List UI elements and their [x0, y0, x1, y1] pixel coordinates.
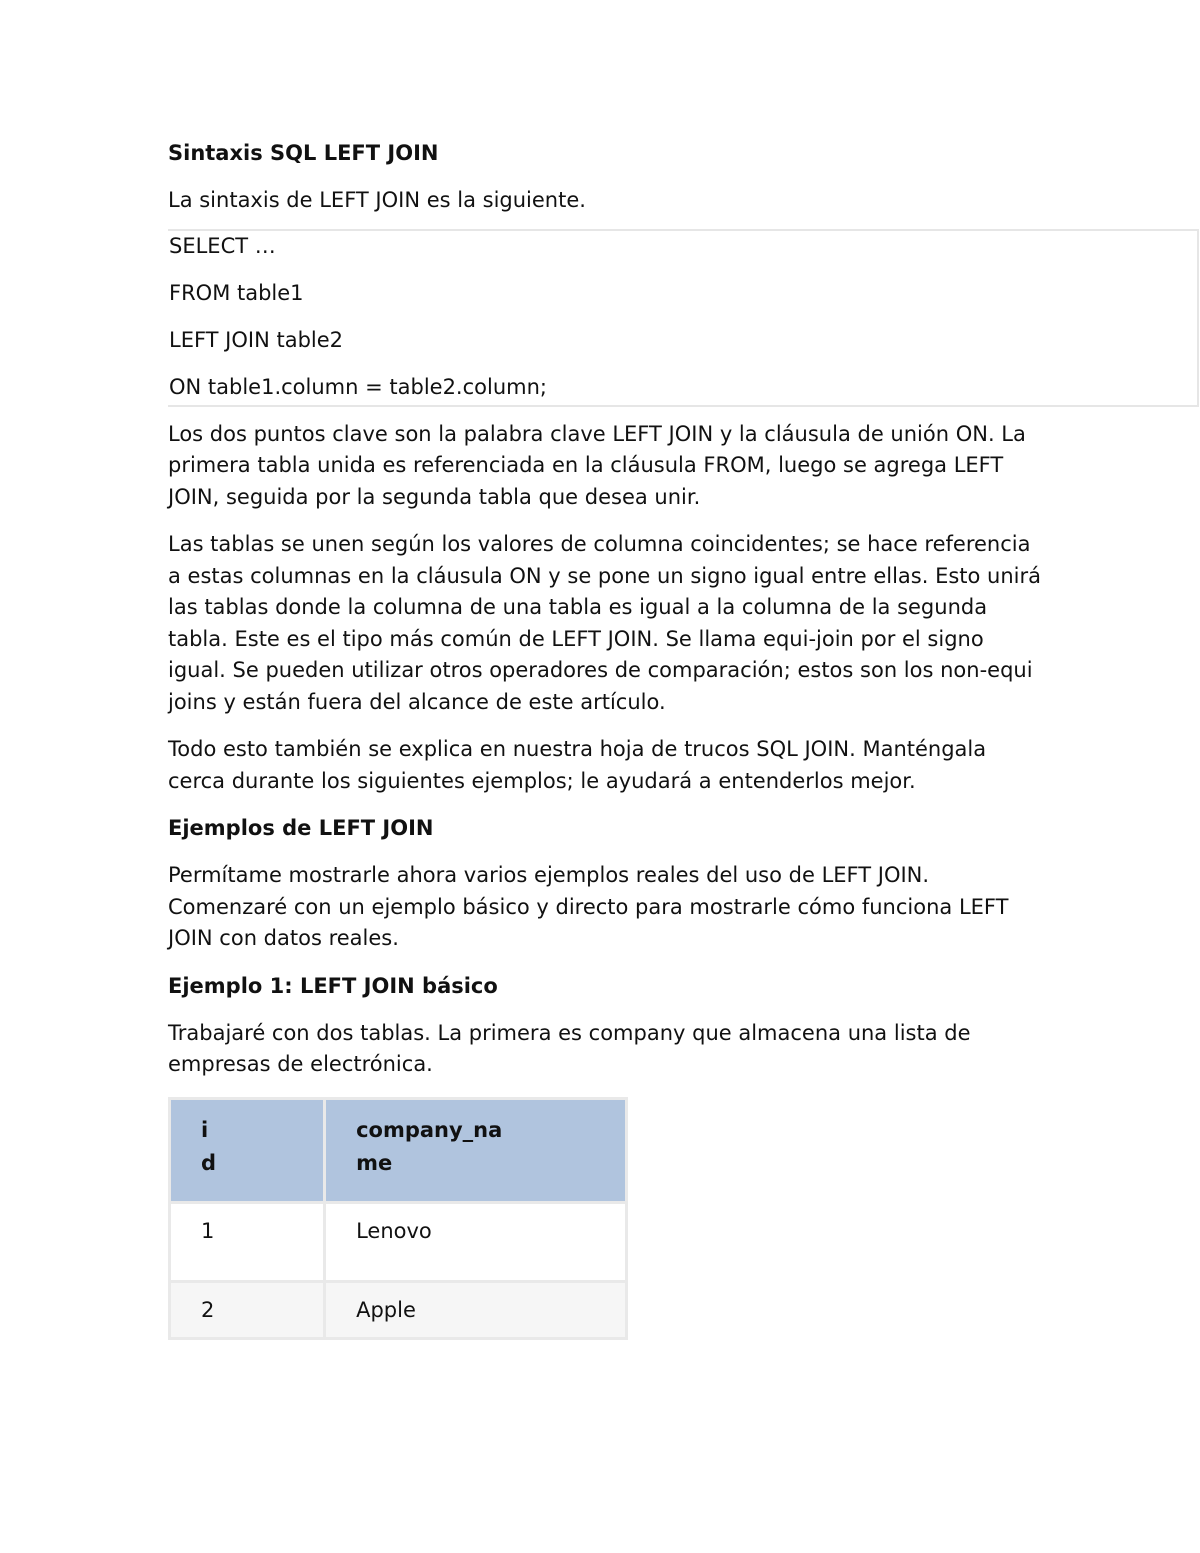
code-block [168, 229, 1199, 407]
example1-paragraph: Trabajaré con dos tablas. La primera es company que almacena una lista de empresas de electrónica. [168, 1020, 971, 1076]
cell-id: 1 [170, 1202, 325, 1281]
code-line: SELECT … [169, 233, 276, 258]
examples-heading: Ejemplos de LEFT JOIN [168, 816, 434, 840]
examples-paragraph: Permítame mostrarle ahora varios ejemplos reales del uso de LEFT JOIN. Comenzaré con un ejemplo básico y directo para mostrarle cómo funciona LEFT JOIN con datos reales. [168, 863, 1009, 950]
syntax-heading: Sintaxis SQL LEFT JOIN [168, 141, 439, 165]
paragraph-cheat-sheet: Todo esto también se explica en nuestra hoja de trucos SQL JOIN. Manténgala cerca durante los siguientes ejemplos; le ayudará a entenderlos mejor. [168, 737, 987, 793]
example1-heading: Ejemplo 1: LEFT JOIN básico [168, 973, 498, 998]
paragraph-key-points: Los dos puntos clave son la palabra clave LEFT JOIN y la cláusula de unión ON. La primera tabla unida es referenciada en la cláusula FROM, luego se agrega LEFT JOIN, seguida por la segunda tabla que desea unir. [168, 421, 1026, 509]
header-id-line2: d [201, 1150, 217, 1175]
code-line: ON table1.column = table2.column; [169, 374, 547, 399]
paragraph-equi-join: Las tablas se unen según los valores de columna coincidentes; se hace referencia a estas columnas en la cláusula ON y se pone un signo igual entre ellas. Esto unirá las tablas donde la columna de una tabla es igual a la columna de la segunda tabla. Este es el tipo más común de LEFT JOIN. Se llama equi-join por el signo igual. Se pueden utilizar otros operadores de comparación; estos son los non-equi joins y están fuera del alcance de este artículo. [168, 532, 1042, 714]
header-name-line1: company_na [356, 1117, 503, 1142]
code-line: FROM table1 [169, 280, 304, 305]
table-row [170, 1202, 627, 1281]
table-header-row [170, 1098, 627, 1202]
cell-company-name: Lenovo [325, 1202, 627, 1281]
cell-company-name: Apple [325, 1281, 627, 1338]
table-row [170, 1281, 627, 1338]
document-page [168, 138, 1048, 1340]
header-company-name [325, 1098, 627, 1202]
header-id-line1: i [201, 1117, 209, 1142]
company-table [168, 1097, 628, 1340]
header-name-line2: me [356, 1150, 393, 1175]
code-line: LEFT JOIN table2 [169, 327, 344, 352]
header-id [170, 1098, 325, 1202]
syntax-intro: La sintaxis de LEFT JOIN es la siguiente. [168, 188, 586, 212]
cell-id: 2 [170, 1281, 325, 1338]
